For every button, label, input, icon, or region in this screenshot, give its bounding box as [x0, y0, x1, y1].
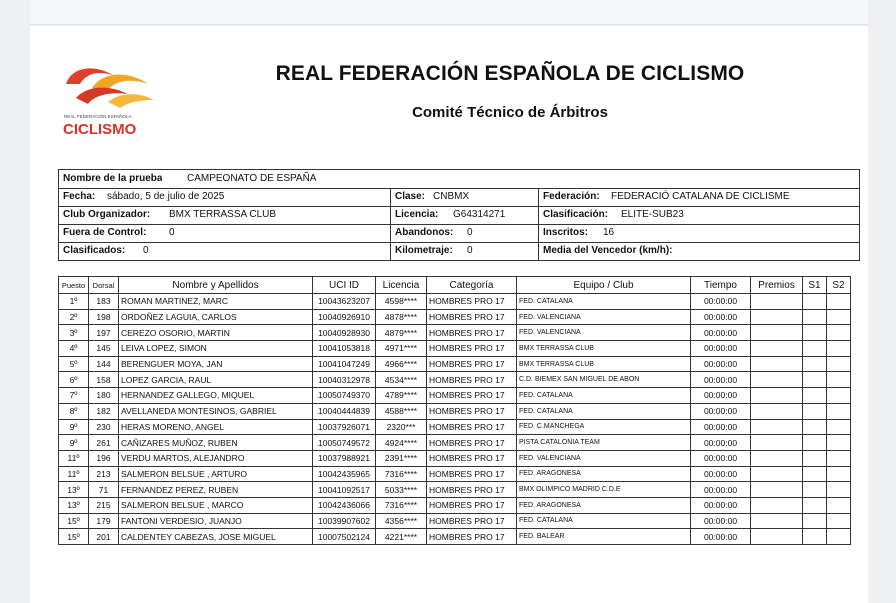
cell-s2 — [827, 403, 851, 419]
cell-premios — [751, 403, 803, 419]
cell-licencia: 7316**** — [376, 497, 427, 513]
cell-premios — [751, 356, 803, 372]
table-row — [59, 356, 851, 372]
cell-nombre: CEREZO OSORIO, MARTIN — [119, 325, 313, 341]
cell-categoria: HOMBRES PRO 17 — [427, 466, 517, 482]
cell-s2 — [827, 435, 851, 451]
clase-value: CNBMX — [433, 191, 470, 202]
cell-tiempo: 00:00:00 — [691, 294, 751, 310]
document-page — [30, 26, 868, 603]
cell-s1 — [803, 419, 827, 435]
cell-dorsal: 215 — [89, 497, 119, 513]
cell-nombre: SALMERON BELSUE , ARTURO — [119, 466, 313, 482]
cell-s1 — [803, 450, 827, 466]
cell-equipo: FED. C.MANCHEGA — [517, 419, 691, 435]
cell-tiempo: 00:00:00 — [691, 403, 751, 419]
top-strip — [30, 0, 868, 25]
cell-uci-id: 10050749370 — [313, 388, 376, 404]
cell-s1 — [803, 309, 827, 325]
table-row — [59, 372, 851, 388]
cell-dorsal: 182 — [89, 403, 119, 419]
cell-premios — [751, 450, 803, 466]
cell-premios — [751, 294, 803, 310]
col-uci-id: UCI ID — [313, 277, 376, 294]
info-row-fecha — [59, 188, 859, 207]
col-puesto: Puesto — [59, 277, 89, 294]
col-categoria: Categoría — [427, 277, 517, 294]
cell-s2 — [827, 309, 851, 325]
cell-nombre: CALDENTEY CABEZAS, JOSE MIGUEL — [119, 529, 313, 545]
info-row-clasificados — [59, 242, 859, 261]
cell-categoria: HOMBRES PRO 17 — [427, 419, 517, 435]
table-row — [59, 341, 851, 357]
cell-s2 — [827, 325, 851, 341]
cell-nombre: LEIVA LOPEZ, SIMON — [119, 341, 313, 357]
table-row — [59, 529, 851, 545]
cell-s1 — [803, 372, 827, 388]
cell-equipo: FED. ARAGONESA — [517, 497, 691, 513]
cell-equipo: BMX OLIMPICO MADRID C.D.E — [517, 482, 691, 498]
prueba-label: Nombre de la prueba — [63, 173, 163, 184]
club-label: Club Organizador: — [63, 209, 151, 220]
cell-dorsal: 179 — [89, 513, 119, 529]
cell-uci-id: 10040926910 — [313, 309, 376, 325]
cell-licencia: 2391**** — [376, 450, 427, 466]
licencia-label: Licencia: — [395, 209, 439, 220]
cell-uci-id: 10050749572 — [313, 435, 376, 451]
cell-premios — [751, 529, 803, 545]
cell-dorsal: 201 — [89, 529, 119, 545]
cell-dorsal: 196 — [89, 450, 119, 466]
cell-uci-id: 10042436066 — [313, 497, 376, 513]
cell-nombre: HERAS MORENO, ANGEL — [119, 419, 313, 435]
table-row — [59, 450, 851, 466]
cell-dorsal: 261 — [89, 435, 119, 451]
cell-premios — [751, 482, 803, 498]
cell-tiempo: 00:00:00 — [691, 497, 751, 513]
table-row — [59, 309, 851, 325]
cell-premios — [751, 372, 803, 388]
info-row-prueba — [59, 170, 859, 189]
fecha-value: sábado, 5 de julio de 2025 — [107, 191, 225, 202]
cell-tiempo: 00:00:00 — [691, 529, 751, 545]
cell-licencia: 4588**** — [376, 403, 427, 419]
cell-puesto: 6º — [59, 372, 89, 388]
cell-nombre: VERDU MARTOS, ALEJANDRO — [119, 450, 313, 466]
cell-nombre: FERNANDEZ PEREZ, RUBEN — [119, 482, 313, 498]
info-divider — [390, 188, 391, 260]
cell-categoria: HOMBRES PRO 17 — [427, 325, 517, 341]
inscritos-value: 16 — [603, 227, 615, 238]
cell-tiempo: 00:00:00 — [691, 325, 751, 341]
cell-s1 — [803, 341, 827, 357]
cell-uci-id: 10037926071 — [313, 419, 376, 435]
federacion-label: Federación: — [543, 191, 600, 202]
logo-small-text: REAL FEDERACIÓN ESPAÑOLA — [64, 114, 132, 119]
cell-tiempo: 00:00:00 — [691, 356, 751, 372]
cell-tiempo: 00:00:00 — [691, 450, 751, 466]
cell-equipo: BMX TERRASSA CLUB — [517, 356, 691, 372]
cell-uci-id: 10040444839 — [313, 403, 376, 419]
cell-uci-id: 10043623207 — [313, 294, 376, 310]
fuera-value: 0 — [169, 227, 175, 238]
race-info-box — [58, 169, 860, 261]
federacion-value: FEDERACIÓ CATALANA DE CICLISME — [611, 191, 790, 202]
cell-categoria: HOMBRES PRO 17 — [427, 403, 517, 419]
cell-licencia: 2320*** — [376, 419, 427, 435]
cell-s2 — [827, 341, 851, 357]
cell-s1 — [803, 403, 827, 419]
cell-s2 — [827, 419, 851, 435]
cell-categoria: HOMBRES PRO 17 — [427, 497, 517, 513]
cell-tiempo: 00:00:00 — [691, 513, 751, 529]
cell-dorsal: 145 — [89, 341, 119, 357]
cell-puesto: 13º — [59, 482, 89, 498]
cell-s1 — [803, 294, 827, 310]
cell-puesto: 11º — [59, 450, 89, 466]
cell-s1 — [803, 482, 827, 498]
cell-s2 — [827, 466, 851, 482]
cell-dorsal: 71 — [89, 482, 119, 498]
cell-equipo: FED. ARAGONESA — [517, 466, 691, 482]
table-row — [59, 325, 851, 341]
cell-licencia: 5033**** — [376, 482, 427, 498]
col-dorsal: Dorsal — [89, 277, 119, 294]
cell-puesto: 15º — [59, 513, 89, 529]
club-value: BMX TERRASSA CLUB — [169, 209, 277, 220]
cell-categoria: HOMBRES PRO 17 — [427, 388, 517, 404]
cell-puesto: 8º — [59, 403, 89, 419]
cell-uci-id: 10041047249 — [313, 356, 376, 372]
cell-puesto: 11º — [59, 466, 89, 482]
clasificados-value: 0 — [143, 245, 149, 256]
cell-s1 — [803, 388, 827, 404]
cell-categoria: HOMBRES PRO 17 — [427, 309, 517, 325]
cell-s2 — [827, 388, 851, 404]
results-body — [59, 294, 851, 545]
cell-uci-id: 10040312978 — [313, 372, 376, 388]
media-label: Media del Vencedor (km/h): — [543, 245, 673, 256]
cyclist-logo-icon — [62, 62, 158, 136]
clasificacion-value: ELITE-SUB23 — [621, 209, 684, 220]
cell-licencia: 4966**** — [376, 356, 427, 372]
cell-puesto: 15º — [59, 529, 89, 545]
cell-nombre: ROMAN MARTINEZ, MARC — [119, 294, 313, 310]
cell-puesto: 9º — [59, 419, 89, 435]
cell-nombre: CAÑIZARES MUÑOZ, RUBEN — [119, 435, 313, 451]
cell-premios — [751, 309, 803, 325]
cell-tiempo: 00:00:00 — [691, 388, 751, 404]
cell-s2 — [827, 513, 851, 529]
cell-categoria: HOMBRES PRO 17 — [427, 294, 517, 310]
cell-uci-id: 10007502124 — [313, 529, 376, 545]
col-equipo: Equipo / Club — [517, 277, 691, 294]
cell-uci-id: 10041092517 — [313, 482, 376, 498]
cell-premios — [751, 341, 803, 357]
cell-dorsal: 183 — [89, 294, 119, 310]
cell-licencia: 4356**** — [376, 513, 427, 529]
cell-uci-id: 10041053818 — [313, 341, 376, 357]
cell-equipo: FED. VALENCIANA — [517, 309, 691, 325]
prueba-value: CAMPEONATO DE ESPAÑA — [187, 173, 317, 184]
clasificados-label: Clasificados: — [63, 245, 126, 256]
table-row — [59, 513, 851, 529]
cell-premios — [751, 325, 803, 341]
info-row-fuera — [59, 224, 859, 243]
cell-licencia: 4971**** — [376, 341, 427, 357]
cell-nombre: ORDOÑEZ LAGUIA, CARLOS — [119, 309, 313, 325]
cell-equipo: PISTA CATALONIA TEAM — [517, 435, 691, 451]
cell-s2 — [827, 450, 851, 466]
cell-s2 — [827, 529, 851, 545]
col-nombre: Nombre y Apellidos — [119, 277, 313, 294]
inscritos-label: Inscritos: — [543, 227, 589, 238]
cell-equipo: FED. VALENCIANA — [517, 325, 691, 341]
cell-equipo: FED. VALENCIANA — [517, 450, 691, 466]
cell-categoria: HOMBRES PRO 17 — [427, 341, 517, 357]
results-table — [58, 276, 851, 545]
kilometraje-value: 0 — [467, 245, 473, 256]
cell-tiempo: 00:00:00 — [691, 435, 751, 451]
cell-equipo: FED. CATALANA — [517, 294, 691, 310]
cell-tiempo: 00:00:00 — [691, 372, 751, 388]
cell-dorsal: 197 — [89, 325, 119, 341]
cell-nombre: HERNANDEZ GALLEGO, MIQUEL — [119, 388, 313, 404]
cell-categoria: HOMBRES PRO 17 — [427, 356, 517, 372]
cell-tiempo: 00:00:00 — [691, 419, 751, 435]
table-row — [59, 482, 851, 498]
table-row — [59, 419, 851, 435]
col-licencia: Licencia — [376, 277, 427, 294]
abandonos-value: 0 — [467, 227, 473, 238]
cell-licencia: 7316**** — [376, 466, 427, 482]
cell-equipo: BMX TERRASSA CLUB — [517, 341, 691, 357]
cell-equipo: FED. CATALANA — [517, 403, 691, 419]
cell-s1 — [803, 435, 827, 451]
cell-puesto: 7º — [59, 388, 89, 404]
table-row — [59, 466, 851, 482]
cell-uci-id: 10039907602 — [313, 513, 376, 529]
cell-tiempo: 00:00:00 — [691, 482, 751, 498]
cell-s2 — [827, 294, 851, 310]
cell-categoria: HOMBRES PRO 17 — [427, 372, 517, 388]
cell-s2 — [827, 372, 851, 388]
cell-categoria: HOMBRES PRO 17 — [427, 482, 517, 498]
cell-premios — [751, 466, 803, 482]
cell-dorsal: 213 — [89, 466, 119, 482]
cell-puesto: 1º — [59, 294, 89, 310]
col-s1: S1 — [803, 277, 827, 294]
cell-licencia: 4879**** — [376, 325, 427, 341]
clasificacion-label: Clasificación: — [543, 209, 609, 220]
cell-categoria: HOMBRES PRO 17 — [427, 435, 517, 451]
cell-premios — [751, 419, 803, 435]
cell-dorsal: 144 — [89, 356, 119, 372]
rfec-logo — [62, 62, 158, 136]
cell-nombre: SALMERON BELSUE , MARCO — [119, 497, 313, 513]
cell-s1 — [803, 529, 827, 545]
cell-tiempo: 00:00:00 — [691, 466, 751, 482]
cell-equipo: FED. BALEAR — [517, 529, 691, 545]
table-row — [59, 497, 851, 513]
cell-licencia: 4221**** — [376, 529, 427, 545]
cell-premios — [751, 513, 803, 529]
info-divider — [538, 188, 539, 260]
cell-s1 — [803, 325, 827, 341]
cell-premios — [751, 435, 803, 451]
fuera-label: Fuera de Control: — [63, 227, 147, 238]
cell-licencia: 4534**** — [376, 372, 427, 388]
cell-dorsal: 158 — [89, 372, 119, 388]
cell-dorsal: 230 — [89, 419, 119, 435]
cell-tiempo: 00:00:00 — [691, 341, 751, 357]
table-row — [59, 403, 851, 419]
info-row-club — [59, 206, 859, 225]
cell-puesto: 3º — [59, 325, 89, 341]
cell-s1 — [803, 466, 827, 482]
table-row — [59, 435, 851, 451]
cell-uci-id: 10040928930 — [313, 325, 376, 341]
table-row — [59, 294, 851, 310]
cell-puesto: 5º — [59, 356, 89, 372]
cell-puesto: 2º — [59, 309, 89, 325]
cell-categoria: HOMBRES PRO 17 — [427, 513, 517, 529]
cell-licencia: 4924**** — [376, 435, 427, 451]
cell-licencia: 4789**** — [376, 388, 427, 404]
cell-premios — [751, 388, 803, 404]
cell-s2 — [827, 482, 851, 498]
table-row — [59, 388, 851, 404]
cell-s1 — [803, 513, 827, 529]
cell-puesto: 4º — [59, 341, 89, 357]
abandonos-label: Abandonos: — [395, 227, 454, 238]
cell-nombre: AVELLANEDA MONTESINOS, GABRIEL — [119, 403, 313, 419]
cell-equipo: C.D. BIEMEX SAN MIGUEL DE ABON — [517, 372, 691, 388]
cell-categoria: HOMBRES PRO 17 — [427, 529, 517, 545]
fecha-label: Fecha: — [63, 191, 96, 202]
page-subtitle: Comité Técnico de Árbitros — [412, 104, 608, 121]
cell-s1 — [803, 497, 827, 513]
cell-equipo: FED. CATALANA — [517, 388, 691, 404]
cell-puesto: 9º — [59, 435, 89, 451]
cell-uci-id: 10042435965 — [313, 466, 376, 482]
clase-label: Clase: — [395, 191, 426, 202]
col-premios: Premios — [751, 277, 803, 294]
cell-nombre: FANTONI VERDESIO, JUANJO — [119, 513, 313, 529]
cell-puesto: 13º — [59, 497, 89, 513]
cell-tiempo: 00:00:00 — [691, 309, 751, 325]
cell-licencia: 4598**** — [376, 294, 427, 310]
col-tiempo: Tiempo — [691, 277, 751, 294]
cell-nombre: BERENGUER MOYA, JAN — [119, 356, 313, 372]
cell-nombre: LOPEZ GARCIA, RAUL — [119, 372, 313, 388]
cell-licencia: 4878**** — [376, 309, 427, 325]
kilometraje-label: Kilometraje: — [395, 245, 453, 256]
table-header-row — [59, 277, 851, 294]
cell-premios — [751, 497, 803, 513]
col-s2: S2 — [827, 277, 851, 294]
cell-categoria: HOMBRES PRO 17 — [427, 450, 517, 466]
cell-s1 — [803, 356, 827, 372]
cell-s2 — [827, 356, 851, 372]
cell-dorsal: 198 — [89, 309, 119, 325]
cell-uci-id: 10037988921 — [313, 450, 376, 466]
licencia-value: G64314271 — [453, 209, 506, 220]
cell-equipo: FED. CATALANA — [517, 513, 691, 529]
cell-dorsal: 180 — [89, 388, 119, 404]
logo-text: CICLISMO — [63, 121, 137, 136]
cell-s2 — [827, 497, 851, 513]
page-title: REAL FEDERACIÓN ESPAÑOLA DE CICLISMO — [275, 62, 745, 85]
